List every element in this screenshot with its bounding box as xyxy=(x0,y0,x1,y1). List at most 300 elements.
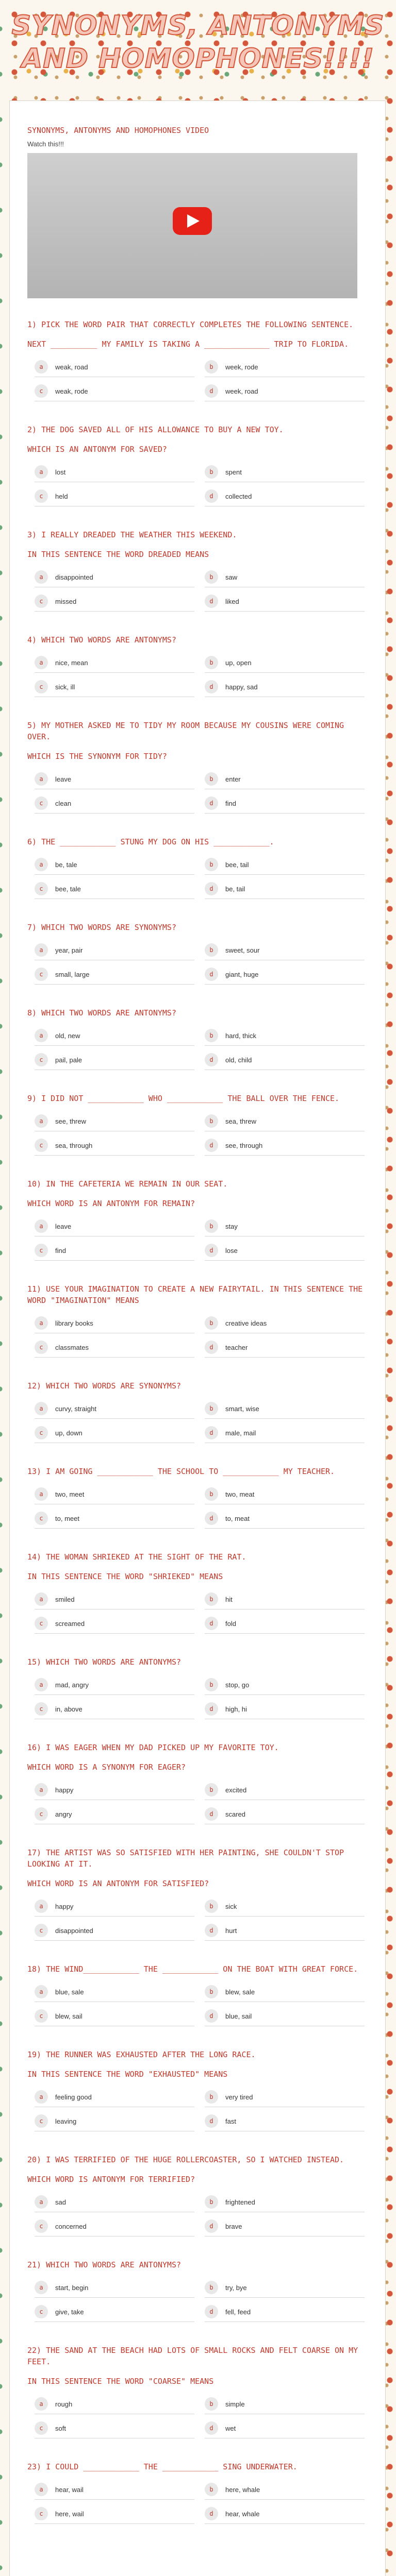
answer-option-b[interactable] xyxy=(205,1484,365,1504)
answer-option-a[interactable] xyxy=(35,2394,194,2414)
answer-options xyxy=(35,1982,370,2026)
question-text: 20) I WAS TERRIFIED OF THE HUGE ROLLERCOASTER, SO I WATCHED INSTEAD. xyxy=(27,2155,344,2164)
question-4 xyxy=(27,634,370,697)
option-text: smiled xyxy=(55,1595,75,1603)
question-16 xyxy=(27,1742,370,1824)
answer-option-a[interactable] xyxy=(35,653,194,673)
question-text: 3) I REALLY DREADED THE WEATHER THIS WEEKEND. xyxy=(27,530,237,539)
option-text: see, through xyxy=(225,1141,263,1149)
question-subtext: IN THIS SENTENCE THE WORD DREADED MEANS xyxy=(27,550,209,559)
option-letter: a xyxy=(35,1316,48,1330)
answer-option-c[interactable] xyxy=(35,1423,194,1443)
answer-option-a[interactable] xyxy=(35,1982,194,2002)
option-text: blew, sail xyxy=(55,2012,82,2020)
option-text: giant, huge xyxy=(225,970,259,978)
question-text: 10) IN THE CAFETERIA WE REMAIN IN OUR SEAT. xyxy=(27,1179,228,1189)
question-19 xyxy=(27,2049,370,2131)
option-letter: b xyxy=(205,2090,218,2104)
option-letter: d xyxy=(205,2219,218,2233)
answer-option-a[interactable] xyxy=(35,1216,194,1236)
answer-option-b[interactable] xyxy=(205,1026,365,1046)
option-letter: d xyxy=(205,1053,218,1066)
answer-option-d[interactable] xyxy=(205,2302,365,2322)
video-subtitle: Watch this!!! xyxy=(27,140,64,148)
answer-options xyxy=(35,1675,370,1719)
option-text: to, meat xyxy=(225,1514,250,1522)
option-letter: d xyxy=(205,1139,218,1152)
option-text: sea, threw xyxy=(225,1117,256,1125)
answer-option-b[interactable] xyxy=(205,2480,365,2500)
question-text: 21) WHICH TWO WORDS ARE ANTONYMS? xyxy=(27,2260,182,2269)
option-letter: d xyxy=(205,1924,218,1937)
question-11 xyxy=(27,1283,370,1358)
answer-option-d[interactable] xyxy=(205,677,365,697)
question-15 xyxy=(27,1656,370,1719)
option-text: two, meet xyxy=(55,1490,85,1498)
option-text: disappointed xyxy=(55,1926,93,1935)
option-text: fast xyxy=(225,2117,236,2125)
answer-option-b[interactable] xyxy=(205,1982,365,2002)
answer-options xyxy=(35,1313,370,1358)
answer-option-d[interactable] xyxy=(205,793,365,814)
option-letter: a xyxy=(35,1678,48,1691)
option-letter: b xyxy=(205,1900,218,1913)
question-text: 18) THE WIND____________ THE ____________ ON THE BOAT WITH GREAT FORCE. xyxy=(27,1964,358,1974)
question-13 xyxy=(27,1466,370,1529)
answer-option-c[interactable] xyxy=(35,2418,194,2438)
option-text: teacher xyxy=(225,1343,248,1351)
answer-option-b[interactable] xyxy=(205,1111,365,1131)
answer-option-a[interactable] xyxy=(35,2087,194,2107)
question-5 xyxy=(27,720,370,814)
answer-option-d[interactable] xyxy=(205,1241,365,1261)
question-text: 11) USE YOUR IMAGINATION TO CREATE A NEW FAIRYTAIL. IN THIS SENTENCE THE WORD "IMAGINATION" MEANS xyxy=(27,1284,363,1305)
option-text: sad xyxy=(55,2198,66,2206)
answer-option-d[interactable] xyxy=(205,1921,365,1941)
question-subtext: WHICH WORD IS AN ANTONYM FOR SATISFIED? xyxy=(27,1879,209,1888)
worksheet-title xyxy=(0,0,396,91)
answer-option-b[interactable] xyxy=(205,1675,365,1695)
option-letter: a xyxy=(35,1900,48,1913)
option-letter: c xyxy=(35,2114,48,2128)
answer-option-c[interactable] xyxy=(35,793,194,814)
option-letter: c xyxy=(35,2219,48,2233)
option-letter: c xyxy=(35,968,48,981)
question-14 xyxy=(27,1551,370,1634)
option-letter: c xyxy=(35,1053,48,1066)
answer-option-a[interactable] xyxy=(35,1896,194,1917)
option-letter: a xyxy=(35,2483,48,2496)
answer-option-a[interactable] xyxy=(35,2480,194,2500)
option-text: find xyxy=(225,799,236,807)
answer-options xyxy=(35,2192,370,2236)
answer-options xyxy=(35,1896,370,1941)
option-text: very tired xyxy=(225,2093,253,2101)
option-text: week, rode xyxy=(225,363,258,371)
option-letter: d xyxy=(205,680,218,693)
option-text: fell, feed xyxy=(225,2308,251,2316)
answer-option-d[interactable] xyxy=(205,381,365,401)
answer-option-c[interactable] xyxy=(35,1699,194,1719)
option-text: lose xyxy=(225,1246,238,1255)
option-text: stay xyxy=(225,1222,238,1230)
option-letter: c xyxy=(35,882,48,895)
answer-option-c[interactable] xyxy=(35,2302,194,2322)
option-text: old, new xyxy=(55,1031,80,1040)
option-text: hurt xyxy=(225,1926,237,1935)
answer-options xyxy=(35,1216,370,1261)
option-letter: c xyxy=(35,1617,48,1630)
answer-options xyxy=(35,462,370,506)
question-text: 1) PICK THE WORD PAIR THAT CORRECTLY COMPLETES THE FOLLOWING SENTENCE. xyxy=(27,320,354,329)
answer-option-a[interactable] xyxy=(35,567,194,587)
option-text: hear, whale xyxy=(225,2510,260,2518)
option-letter: b xyxy=(205,465,218,479)
answer-option-d[interactable] xyxy=(205,1136,365,1156)
answer-option-c[interactable] xyxy=(35,2006,194,2026)
option-letter: d xyxy=(205,2114,218,2128)
option-text: male, mail xyxy=(225,1429,256,1437)
option-text: nice, mean xyxy=(55,658,88,667)
option-letter: c xyxy=(35,2009,48,2023)
question-20 xyxy=(27,2154,370,2236)
answer-option-c[interactable] xyxy=(35,1804,194,1824)
answer-options xyxy=(35,1399,370,1443)
option-letter: b xyxy=(205,2483,218,2496)
answer-option-c[interactable] xyxy=(35,591,194,612)
option-letter: c xyxy=(35,1341,48,1354)
answer-option-a[interactable] xyxy=(35,769,194,789)
option-letter: d xyxy=(205,796,218,810)
option-text: enter xyxy=(225,775,241,783)
option-letter: c xyxy=(35,384,48,398)
answer-option-a[interactable] xyxy=(35,357,194,377)
answer-option-b[interactable] xyxy=(205,462,365,482)
option-letter: d xyxy=(205,1702,218,1716)
option-text: blue, sale xyxy=(55,1988,84,1996)
option-letter: c xyxy=(35,595,48,608)
option-letter: b xyxy=(205,1029,218,1042)
option-letter: b xyxy=(205,1487,218,1501)
answer-option-a[interactable] xyxy=(35,1780,194,1800)
option-letter: c xyxy=(35,1807,48,1821)
answer-option-a[interactable] xyxy=(35,1589,194,1609)
option-text: simple xyxy=(225,2400,245,2408)
option-text: bee, tale xyxy=(55,885,81,893)
question-text: 13) I AM GOING ____________ THE SCHOOL TO ____________ MY TEACHER. xyxy=(27,1467,335,1476)
question-text: 2) THE DOG SAVED ALL OF HIS ALLOWANCE TO BUY A NEW TOY. xyxy=(27,425,284,434)
video-player[interactable] xyxy=(27,153,357,298)
answer-option-c[interactable] xyxy=(35,677,194,697)
answer-option-d[interactable] xyxy=(205,1337,365,1358)
answer-option-b[interactable] xyxy=(205,1896,365,1917)
option-letter: b xyxy=(205,2281,218,2294)
option-text: pail, pale xyxy=(55,1056,82,1064)
answer-option-d[interactable] xyxy=(205,2504,365,2524)
option-text: here, wail xyxy=(55,2510,84,2518)
option-letter: b xyxy=(205,1678,218,1691)
question-subtext: WHICH WORD IS ANTONYM FOR TERRIFIED? xyxy=(27,2175,195,2184)
option-letter: b xyxy=(205,1114,218,1128)
option-text: held xyxy=(55,492,68,500)
answer-option-b[interactable] xyxy=(205,1589,365,1609)
answer-option-b[interactable] xyxy=(205,357,365,377)
option-letter: c xyxy=(35,1924,48,1937)
option-text: hard, thick xyxy=(225,1031,256,1040)
option-letter: a xyxy=(35,1114,48,1128)
answer-options xyxy=(35,2394,370,2438)
play-icon[interactable] xyxy=(173,207,212,235)
answer-option-c[interactable] xyxy=(35,964,194,985)
option-letter: a xyxy=(35,2090,48,2104)
option-text: wet xyxy=(225,2424,236,2432)
title-line-2: AND HOMOPHONES!!!! xyxy=(22,43,374,74)
answer-option-d[interactable] xyxy=(205,1614,365,1634)
answer-options xyxy=(35,2087,370,2131)
option-text: high, hi xyxy=(225,1705,247,1713)
option-letter: a xyxy=(35,1592,48,1606)
question-10 xyxy=(27,1178,370,1261)
option-letter: b xyxy=(205,1592,218,1606)
option-text: week, road xyxy=(225,387,258,395)
answer-option-a[interactable] xyxy=(35,1399,194,1419)
option-letter: b xyxy=(205,360,218,374)
option-letter: c xyxy=(35,2305,48,2318)
option-letter: d xyxy=(205,1807,218,1821)
question-21 xyxy=(27,2259,370,2322)
question-17 xyxy=(27,1847,370,1941)
answer-options xyxy=(35,1026,370,1070)
option-letter: b xyxy=(205,943,218,957)
answer-option-a[interactable] xyxy=(35,940,194,960)
answer-options xyxy=(35,2480,370,2524)
answer-option-b[interactable] xyxy=(205,567,365,587)
answer-option-c[interactable] xyxy=(35,2111,194,2131)
option-letter: a xyxy=(35,2195,48,2209)
option-text: stop, go xyxy=(225,1681,250,1689)
question-subtext: IN THIS SENTENCE THE WORD "SHRIEKED" MEANS xyxy=(27,1572,223,1581)
option-text: be, tale xyxy=(55,860,77,869)
option-letter: d xyxy=(205,2305,218,2318)
question-18 xyxy=(27,1963,370,2026)
option-text: weak, road xyxy=(55,363,88,371)
answer-options xyxy=(35,1780,370,1824)
option-letter: c xyxy=(35,2421,48,2435)
answer-option-c[interactable] xyxy=(35,1241,194,1261)
answer-option-c[interactable] xyxy=(35,1050,194,1070)
answer-option-d[interactable] xyxy=(205,879,365,899)
question-text: 17) THE ARTIST WAS SO SATISFIED WITH HER PAINTING, SHE COULDN'T STOP LOOKING AT IT. xyxy=(27,1848,344,1869)
option-text: sea, through xyxy=(55,1141,93,1149)
answer-options xyxy=(35,2278,370,2322)
question-text: 14) THE WOMAN SHRIEKED AT THE SIGHT OF THE RAT. xyxy=(27,1552,246,1562)
option-text: feeling good xyxy=(55,2093,92,2101)
answer-options xyxy=(35,940,370,985)
option-text: year, pair xyxy=(55,946,83,954)
option-letter: b xyxy=(205,570,218,584)
question-subtext: WHICH IS AN ANTONYM FOR SAVED? xyxy=(27,445,167,454)
question-subtext: WHICH WORD IS AN ANTONYM FOR REMAIN? xyxy=(27,1199,195,1208)
question-text: 8) WHICH TWO WORDS ARE ANTONYMS? xyxy=(27,1008,176,1018)
answer-option-b[interactable] xyxy=(205,1216,365,1236)
option-letter: c xyxy=(35,1512,48,1525)
answer-option-d[interactable] xyxy=(205,1699,365,1719)
option-text: collected xyxy=(225,492,252,500)
answer-option-c[interactable] xyxy=(35,486,194,506)
option-text: happy xyxy=(55,1902,74,1910)
option-letter: d xyxy=(205,1512,218,1525)
answer-option-a[interactable] xyxy=(35,1026,194,1046)
answer-option-b[interactable] xyxy=(205,940,365,960)
answer-option-d[interactable] xyxy=(205,1423,365,1443)
question-text: 15) WHICH TWO WORDS ARE ANTONYMS? xyxy=(27,1657,182,1667)
answer-option-a[interactable] xyxy=(35,462,194,482)
option-text: mad, angry xyxy=(55,1681,89,1689)
option-text: sick, ill xyxy=(55,683,75,691)
option-text: leave xyxy=(55,775,72,783)
answer-option-a[interactable] xyxy=(35,1675,194,1695)
question-subtext: IN THIS SENTENCE THE WORD "COARSE" MEANS xyxy=(27,2377,214,2386)
answer-option-a[interactable] xyxy=(35,1484,194,1504)
answer-option-b[interactable] xyxy=(205,1780,365,1800)
option-letter: a xyxy=(35,360,48,374)
answer-option-d[interactable] xyxy=(205,591,365,612)
option-letter: d xyxy=(205,1341,218,1354)
option-letter: d xyxy=(205,1244,218,1257)
answer-option-b[interactable] xyxy=(205,855,365,875)
question-text: 7) WHICH TWO WORDS ARE SYNONYMS? xyxy=(27,923,176,932)
option-letter: c xyxy=(35,1702,48,1716)
answer-option-d[interactable] xyxy=(205,486,365,506)
option-letter: a xyxy=(35,1783,48,1797)
question-subtext: WHICH WORD IS A SYNONYM FOR EAGER? xyxy=(27,1762,186,1772)
answer-option-c[interactable] xyxy=(35,381,194,401)
answer-option-b[interactable] xyxy=(205,2394,365,2414)
answer-option-c[interactable] xyxy=(35,1921,194,1941)
answer-option-c[interactable] xyxy=(35,1614,194,1634)
option-letter: a xyxy=(35,656,48,669)
option-text: blue, sail xyxy=(225,2012,252,2020)
option-text: happy xyxy=(55,1786,74,1794)
answer-option-b[interactable] xyxy=(205,653,365,673)
answer-options xyxy=(35,769,370,814)
answer-option-c[interactable] xyxy=(35,1337,194,1358)
video-title: SYNONYMS, ANTONYMS AND HOMOPHONES VIDEO xyxy=(27,126,209,135)
answer-option-d[interactable] xyxy=(205,1509,365,1529)
option-text: excited xyxy=(225,1786,247,1794)
question-12 xyxy=(27,1380,370,1443)
option-text: bee, tail xyxy=(225,860,249,869)
question-23 xyxy=(27,2461,370,2524)
option-text: liked xyxy=(225,597,239,605)
answer-options xyxy=(35,1111,370,1156)
answer-option-b[interactable] xyxy=(205,2192,365,2212)
question-22 xyxy=(27,2345,370,2438)
option-letter: b xyxy=(205,1783,218,1797)
option-text: try, bye xyxy=(225,2283,247,2292)
question-text: 16) I WAS EAGER WHEN MY DAD PICKED UP MY FAVORITE TOY. xyxy=(27,1743,279,1752)
answer-option-a[interactable] xyxy=(35,1111,194,1131)
question-text: 12) WHICH TWO WORDS ARE SYNONYMS? xyxy=(27,1381,182,1391)
option-letter: d xyxy=(205,1426,218,1439)
answer-options xyxy=(35,1484,370,1529)
option-text: to, meet xyxy=(55,1514,79,1522)
answer-options xyxy=(35,855,370,899)
answer-option-b[interactable] xyxy=(205,1399,365,1419)
answer-option-c[interactable] xyxy=(35,879,194,899)
option-text: curvy, straight xyxy=(55,1404,96,1413)
answer-option-d[interactable] xyxy=(205,2418,365,2438)
question-subtext: NEXT __________ MY FAMILY IS TAKING A ______________ TRIP TO FLORIDA. xyxy=(27,340,349,349)
answer-option-d[interactable] xyxy=(205,1050,365,1070)
option-text: old, child xyxy=(225,1056,252,1064)
option-letter: b xyxy=(205,1985,218,1998)
option-text: lost xyxy=(55,468,66,476)
answer-options xyxy=(35,653,370,697)
option-letter: a xyxy=(35,943,48,957)
question-list xyxy=(27,319,370,2524)
answer-option-d[interactable] xyxy=(205,2111,365,2131)
question-text: 22) THE SAND AT THE BEACH HAD LOTS OF SMALL ROCKS AND FELT COARSE ON MY FEET. xyxy=(27,2346,358,2366)
question-2 xyxy=(27,424,370,506)
question-text: 19) THE RUNNER WAS EXHAUSTED AFTER THE LONG RACE. xyxy=(27,2050,256,2059)
option-text: saw xyxy=(225,573,238,581)
answer-options xyxy=(35,357,370,401)
question-7 xyxy=(27,922,370,985)
answer-option-d[interactable] xyxy=(205,964,365,985)
option-text: library books xyxy=(55,1319,93,1327)
option-letter: d xyxy=(205,882,218,895)
answer-option-b[interactable] xyxy=(205,1313,365,1333)
option-letter: d xyxy=(205,384,218,398)
option-letter: c xyxy=(35,489,48,503)
option-text: give, take xyxy=(55,2308,84,2316)
answer-option-b[interactable] xyxy=(205,2278,365,2298)
answer-option-b[interactable] xyxy=(205,769,365,789)
question-text: 23) I COULD ____________ THE ____________ SING UNDERWATER. xyxy=(27,2462,298,2471)
answer-option-a[interactable] xyxy=(35,2278,194,2298)
answer-option-a[interactable] xyxy=(35,2192,194,2212)
option-text: classmates xyxy=(55,1343,89,1351)
answer-option-a[interactable] xyxy=(35,1313,194,1333)
option-letter: a xyxy=(35,2281,48,2294)
option-text: soft xyxy=(55,2424,66,2432)
answer-option-c[interactable] xyxy=(35,2216,194,2236)
answer-options xyxy=(35,567,370,612)
option-text: disappointed xyxy=(55,573,93,581)
option-letter: c xyxy=(35,2507,48,2520)
option-letter: a xyxy=(35,570,48,584)
answer-option-b[interactable] xyxy=(205,2087,365,2107)
answer-option-d[interactable] xyxy=(205,2006,365,2026)
option-text: smart, wise xyxy=(225,1404,259,1413)
option-text: small, large xyxy=(55,970,90,978)
option-text: be, tail xyxy=(225,885,245,893)
option-letter: b xyxy=(205,2397,218,2411)
answer-option-c[interactable] xyxy=(35,2504,194,2524)
answer-option-d[interactable] xyxy=(205,1804,365,1824)
option-text: here, whale xyxy=(225,2485,260,2494)
answer-option-d[interactable] xyxy=(205,2216,365,2236)
answer-option-c[interactable] xyxy=(35,1509,194,1529)
option-text: blew, sale xyxy=(225,1988,255,1996)
answer-option-c[interactable] xyxy=(35,1136,194,1156)
option-text: leaving xyxy=(55,2117,77,2125)
question-text: 5) MY MOTHER ASKED ME TO TIDY MY ROOM BECAUSE MY COUSINS WERE COMING OVER. xyxy=(27,721,344,741)
option-text: creative ideas xyxy=(225,1319,267,1327)
answer-option-a[interactable] xyxy=(35,855,194,875)
question-9 xyxy=(27,1093,370,1156)
